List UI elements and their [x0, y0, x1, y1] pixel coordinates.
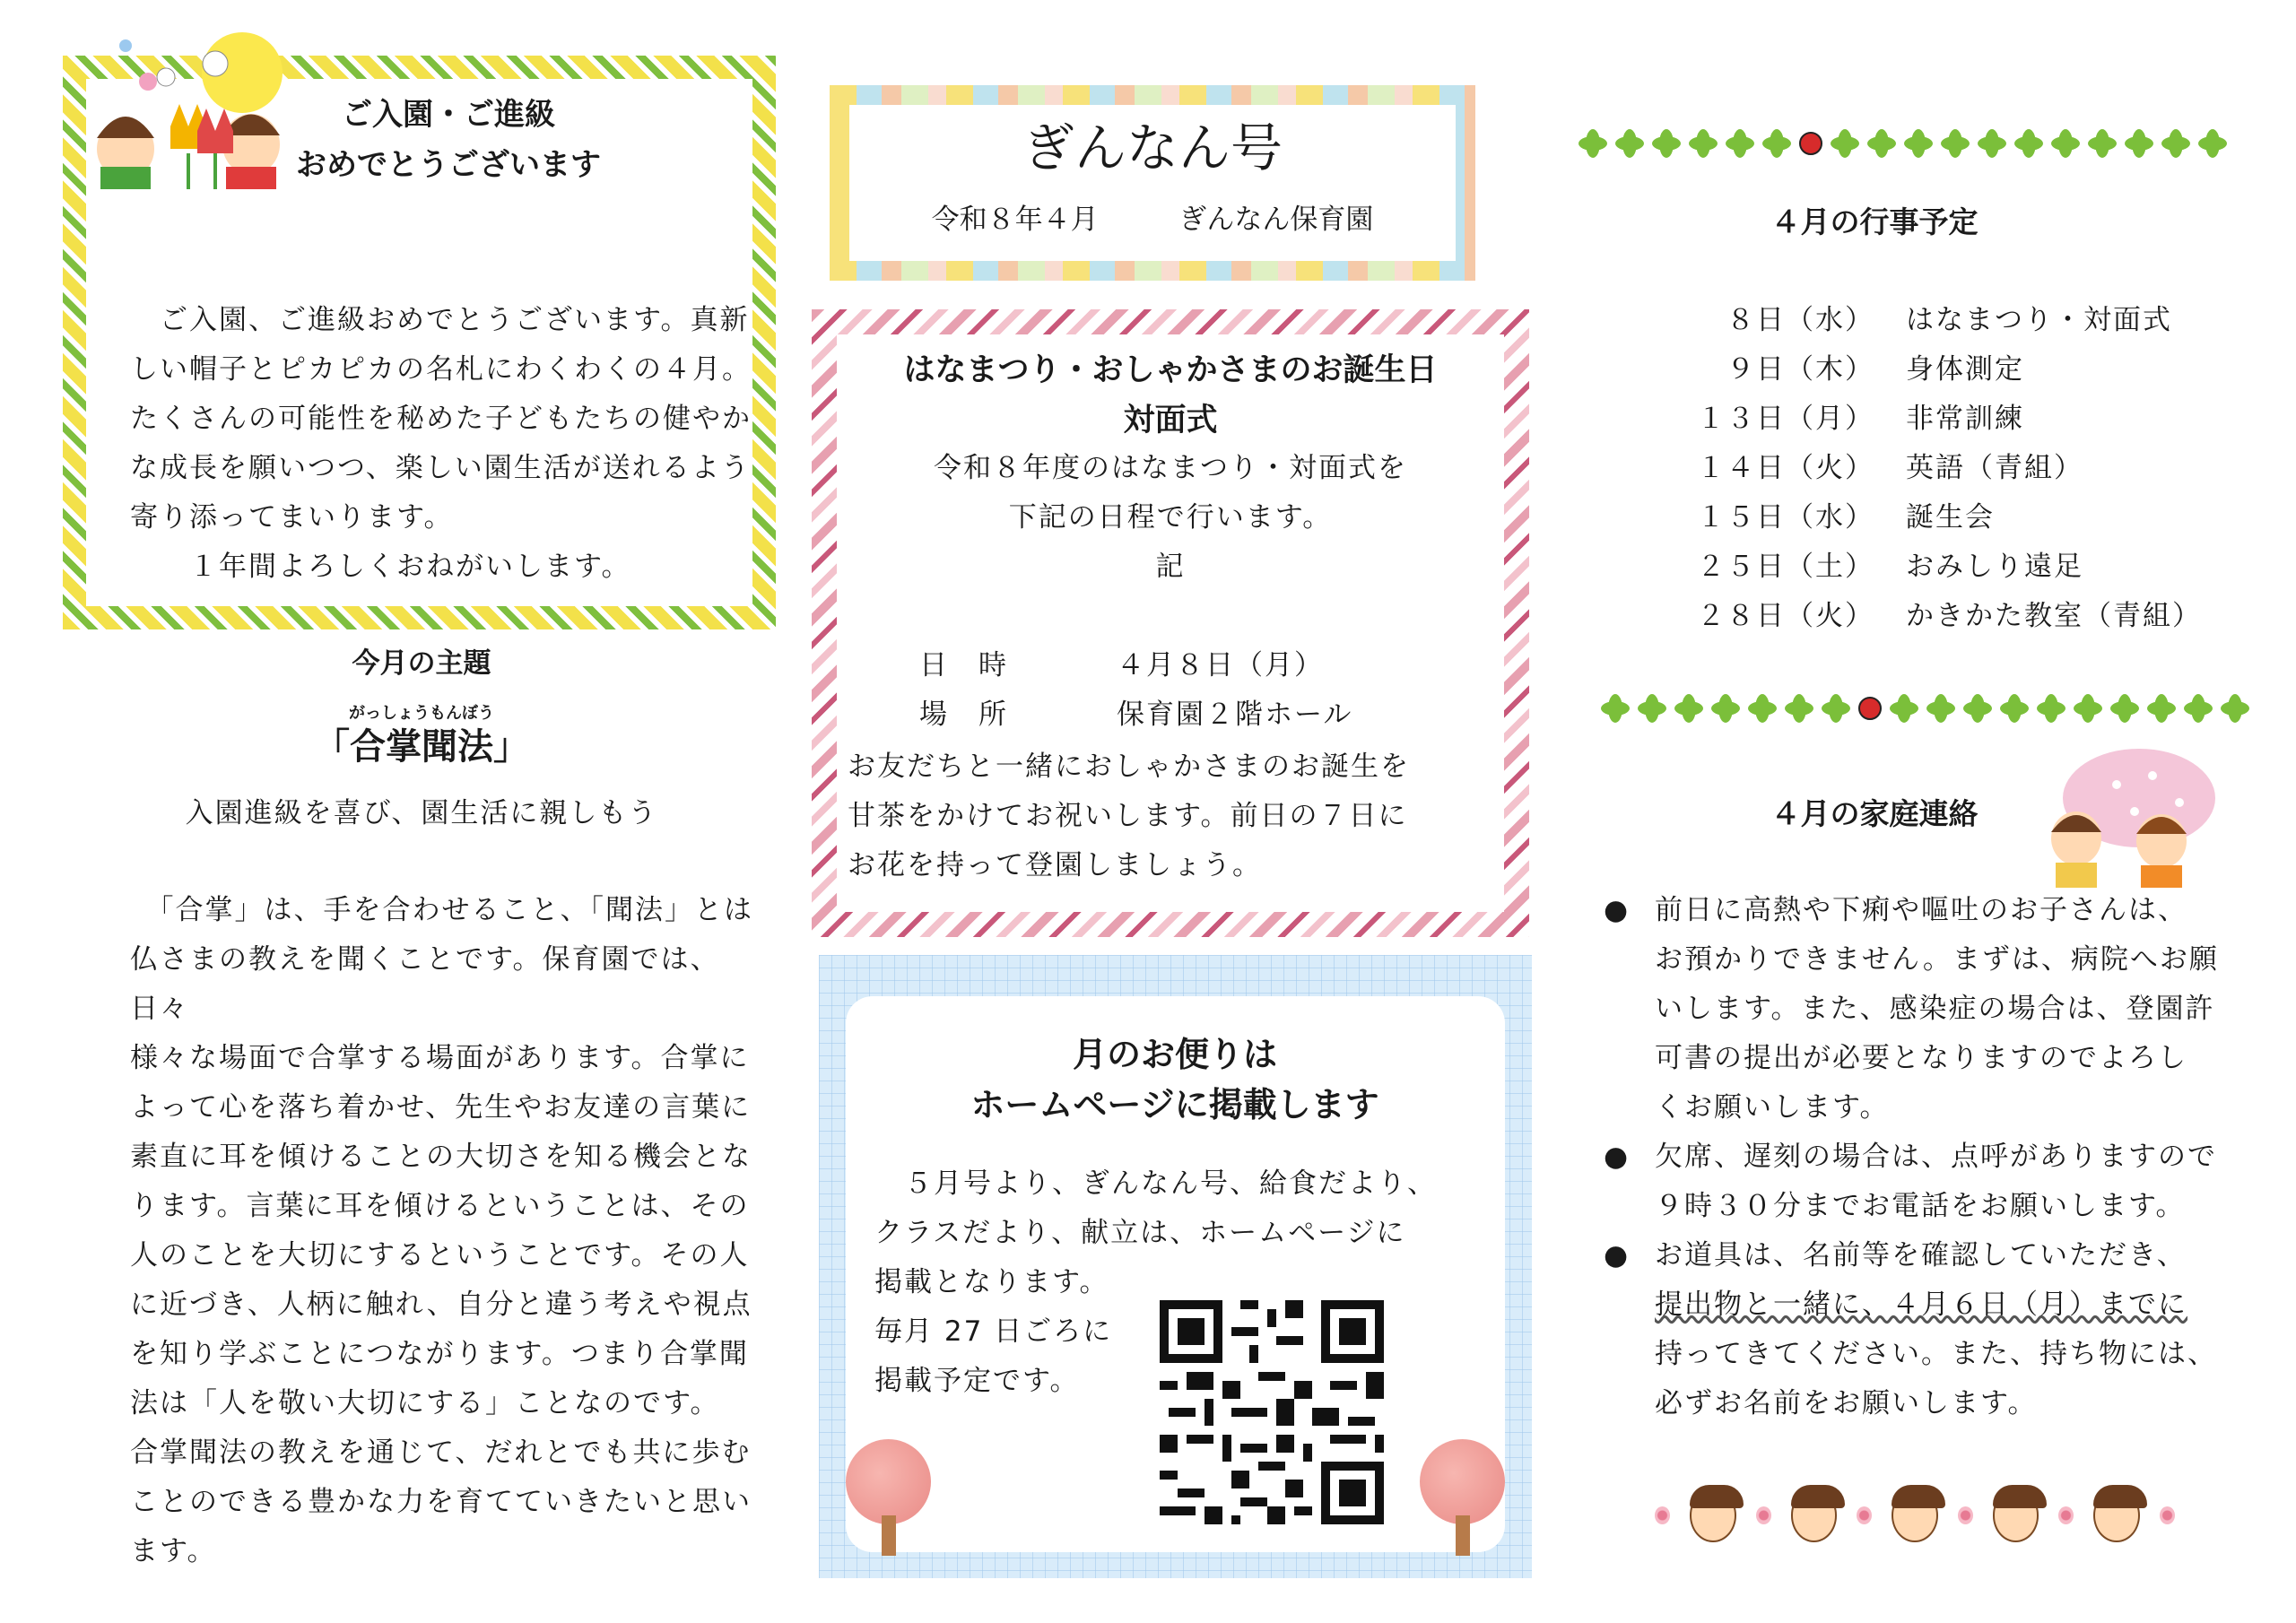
- clover-icon: [2147, 694, 2176, 723]
- home-note-line: お道具は、名前等を確認していただき、: [1655, 1239, 2187, 1271]
- greeting-title: [206, 90, 691, 190]
- home-note-line: 可書の提出が必要となりますのでよろし: [1655, 1042, 2187, 1074]
- clover-icon: [1638, 694, 1666, 723]
- event-row: [1659, 592, 2242, 641]
- blossom-icon: [1756, 1506, 1771, 1524]
- clover-icon: [1822, 694, 1850, 723]
- event-row: [1659, 542, 2242, 592]
- event-date: ２５日（土）: [1697, 551, 1874, 583]
- hanamatsuri-intro: [848, 444, 1493, 592]
- event-date: １５日（水）: [1697, 501, 1874, 534]
- clover-icon: [1615, 129, 1644, 158]
- theme-line: 様々な場面で合掌する場面があります。合掌に: [130, 1042, 750, 1074]
- clover-icon: [2221, 694, 2249, 723]
- theme-line: 合掌聞法の教えを通じて、だれとでも共に歩む: [130, 1436, 752, 1469]
- blossom-icon: [1655, 1506, 1670, 1524]
- hanamatsuri-title-line2: 対面式: [1123, 403, 1218, 438]
- kid-face-icon: [1892, 1488, 1938, 1542]
- clover-icon: [1926, 694, 1955, 723]
- greeting-line: しい帽子とピカピカの名札にわくわくの４月。: [130, 353, 752, 386]
- home-note-line: お預かりできません。まずは、病院へお願: [1655, 943, 2219, 976]
- hanamatsuri-tail: [848, 742, 1466, 890]
- blossom-icon: [2058, 1506, 2074, 1524]
- homepage-line: ５月号より、ぎんなん号、給食だより、: [874, 1167, 1437, 1200]
- datetime-label: 日 時: [919, 649, 1008, 681]
- home-note-line: 必ずお名前をお願いします。: [1655, 1387, 2038, 1419]
- clover-icon: [2014, 129, 2043, 158]
- clover-icon: [1689, 129, 1718, 158]
- clover-icon: [1978, 129, 2006, 158]
- theme-body: [130, 886, 776, 1576]
- cherry-tree-icon: [1420, 1439, 1505, 1524]
- clover-icon: [1785, 694, 1813, 723]
- event-name: おみしり遠足: [1906, 551, 2083, 583]
- tree-trunk: [1456, 1515, 1470, 1556]
- theme-word: 「合掌聞法」: [314, 726, 529, 768]
- homepage-line: 掲載となります。: [874, 1266, 1109, 1298]
- homepage-line: クラスだより、献立は、ホームページに: [874, 1217, 1406, 1249]
- home-note-line: いします。また、感染症の場合は、登園許: [1655, 993, 2215, 1025]
- event-date: ２８日（火）: [1697, 600, 1874, 632]
- greeting-line: ご入園、ご進級おめでとうございます。真新: [130, 304, 750, 336]
- clover-icon: [2161, 129, 2190, 158]
- tree-trunk: [882, 1515, 896, 1556]
- bullet-icon: ●: [1604, 1141, 1631, 1173]
- theme-line: 仏さまの教えを聞くことです。保育園では、日々: [130, 943, 720, 1025]
- greeting-line: １年間よろしくおねがいします。: [130, 551, 631, 583]
- event-row: [1659, 444, 2242, 493]
- place-label: 場 所: [919, 699, 1008, 731]
- blossom-icon: [2160, 1506, 2175, 1524]
- clover-icon: [2198, 129, 2227, 158]
- clover-icon: [2184, 694, 2213, 723]
- event-name: かきかた教室（青組）: [1906, 600, 2202, 632]
- theme-line: よって心を落ち着かせ、先生やお友達の言葉に: [130, 1091, 752, 1124]
- clover-icon: [1674, 694, 1703, 723]
- clover-divider: [1601, 690, 2249, 726]
- event-name: 誕生会: [1906, 501, 1995, 534]
- clover-icon: [1867, 129, 1896, 158]
- kid-face-icon: [2093, 1488, 2140, 1542]
- home-note-item: [1596, 1231, 2224, 1428]
- event-date: ９日（木）: [1726, 353, 1874, 386]
- homepage-title-line2: ホームページに掲載します: [970, 1085, 1379, 1124]
- theme-line: ます。: [130, 1535, 217, 1567]
- clover-icon: [1711, 694, 1740, 723]
- hanamatsuri-tail-line: 甘茶をかけてお祝いします。前日の７日に: [848, 800, 1408, 832]
- issue-date: 令和８年４月: [931, 204, 1099, 236]
- clover-icon: [1904, 129, 1933, 158]
- theme-line: 「合掌」は、手を合わせること、「聞法」とは: [130, 894, 753, 926]
- theme-subtitle: 入園進級を喜び、園生活に親しもう: [185, 797, 658, 829]
- clover-icon: [1762, 129, 1791, 158]
- home-note-line: 提出物と一緒に、４月６日（月）までに: [1655, 1289, 2187, 1321]
- place-value: 保育園２階ホール: [1117, 699, 1353, 731]
- datetime-row: [919, 641, 1493, 690]
- school-name: ぎんなん保育園: [1178, 204, 1374, 236]
- clover-icon: [2074, 694, 2102, 723]
- masthead-subline: [830, 197, 1475, 242]
- event-name: 非常訓練: [1906, 403, 2024, 435]
- theme-line: 人のことを大切にするということです。その人: [130, 1239, 750, 1271]
- newsletter-title: ぎんなん号: [1022, 117, 1283, 178]
- theme-heading: 今月の主題: [352, 647, 491, 680]
- hanamatsuri-details: [919, 641, 1493, 740]
- event-date: １３日（月）: [1697, 403, 1874, 435]
- homepage-title-line1: 月のお便りは: [1072, 1035, 1277, 1074]
- clover-icon: [2088, 129, 2117, 158]
- homepage-line: 掲載予定です。: [874, 1365, 1080, 1397]
- clover-divider: [1578, 126, 2227, 161]
- place-row: [919, 690, 1493, 740]
- event-name: 英語（青組）: [1906, 452, 2083, 484]
- bullet-icon: ●: [1604, 894, 1631, 926]
- clover-icon: [1963, 694, 1992, 723]
- ladybug-icon: [1799, 132, 1822, 155]
- clover-icon: [1726, 129, 1754, 158]
- home-notes-title: ４月の家庭連絡: [1770, 796, 1979, 831]
- clover-icon: [1941, 129, 1970, 158]
- home-note-item: [1596, 1133, 2224, 1231]
- greeting-line: 寄り添ってまいります。: [130, 501, 454, 534]
- home-notes-list: [1596, 886, 2224, 1428]
- event-row: [1659, 296, 2242, 345]
- hanamatsuri-line: 下記の日程で行います。: [1008, 501, 1333, 534]
- greeting-body: [130, 296, 776, 592]
- homepage-schedule: [874, 1307, 1135, 1406]
- masthead: [830, 85, 1475, 281]
- clover-icon: [1652, 129, 1681, 158]
- hanamatsuri-title: [848, 345, 1493, 446]
- kid-face-icon: [1791, 1488, 1838, 1542]
- theme-line: に近づき、人柄に触れ、自分と違う考えや視点: [130, 1289, 752, 1321]
- theme-ruby: がっしょうもんぼう: [349, 704, 494, 723]
- greeting-title-line2: おめでとうございます: [296, 147, 601, 183]
- event-row: [1659, 493, 2242, 542]
- clover-icon: [2037, 694, 2066, 723]
- greeting-line: な成長を願いつつ、楽しい園生活が送れるよう: [130, 452, 751, 484]
- hanamatsuri-tail-line: お友だちと一緒におしゃかさまのお誕生を: [848, 751, 1410, 783]
- kids-blossom-illustration: [2036, 744, 2215, 888]
- clover-icon: [1578, 129, 1607, 158]
- clover-icon: [2110, 694, 2139, 723]
- kids-faces-decoration: [1655, 1480, 2175, 1551]
- homepage-qr-code[interactable]: [1151, 1291, 1393, 1533]
- kid-face-icon: [1993, 1488, 2039, 1542]
- clover-icon: [1831, 129, 1859, 158]
- event-row: [1659, 345, 2242, 395]
- event-name: 身体測定: [1906, 353, 2024, 386]
- clover-icon: [2125, 129, 2153, 158]
- theme-line: 法は「人を敬い大切にする」ことなのです。: [130, 1387, 720, 1419]
- event-date: ８日（水）: [1726, 304, 1874, 336]
- qr-code-icon: [1151, 1291, 1393, 1533]
- theme-line: を知り学ぶことにつながります。つまり合掌聞: [130, 1338, 749, 1370]
- clover-icon: [1748, 694, 1777, 723]
- theme-line: 素直に耳を傾けることの大切さを知る機会とな: [130, 1141, 752, 1173]
- event-row: [1659, 395, 2242, 444]
- blossom-icon: [1958, 1506, 1973, 1524]
- bullet-icon: ●: [1604, 1239, 1631, 1271]
- greeting-title-line1: ご入園・ご進級: [342, 97, 555, 133]
- home-note-line: 持ってきてください。また、持ち物には、: [1655, 1338, 2217, 1370]
- kid-face-icon: [1690, 1488, 1736, 1542]
- datetime-value: ４月８日（月）: [1117, 649, 1324, 681]
- homepage-body: [874, 1159, 1502, 1307]
- event-date: １４日（火）: [1697, 452, 1874, 484]
- home-note-item: [1596, 886, 2224, 1133]
- clover-icon: [2000, 694, 2029, 723]
- theme-line: ります。言葉に耳を傾けるということは、その: [130, 1190, 750, 1222]
- event-name: はなまつり・対面式: [1906, 304, 2172, 336]
- cherry-tree-icon: [846, 1439, 931, 1524]
- hanamatsuri-line: 記: [1155, 551, 1186, 583]
- home-note-line: 欠席、遅刻の場合は、点呼がありますので: [1655, 1141, 2217, 1173]
- blossom-icon: [1857, 1506, 1872, 1524]
- hanamatsuri-tail-line: お花を持って登園しましょう。: [848, 849, 1262, 881]
- hanamatsuri-line: 令和８年度のはなまつり・対面式を: [934, 452, 1407, 484]
- homepage-title: [843, 1029, 1507, 1130]
- home-note-line: くお願いします。: [1655, 1091, 1890, 1124]
- theme-line: ことのできる豊かな力を育てていきたいと思い: [130, 1486, 752, 1518]
- home-note-line: 前日に高熱や下痢や嘔吐のお子さんは、: [1655, 894, 2187, 926]
- clover-icon: [1890, 694, 1918, 723]
- events-title: ４月の行事予定: [1770, 204, 1979, 239]
- home-note-line: ９時３０分までお電話をお願いします。: [1655, 1190, 2186, 1222]
- greeting-line: たくさんの可能性を秘めた子どもたちの健やか: [130, 403, 752, 435]
- hanamatsuri-title-line1: はなまつり・おしゃかさまのお誕生日: [903, 352, 1438, 388]
- ladybug-icon: [1858, 697, 1882, 720]
- homepage-line: 毎月 27 日ごろに: [874, 1315, 1113, 1348]
- clover-icon: [2051, 129, 2080, 158]
- events-list: [1659, 296, 2242, 641]
- clover-icon: [1601, 694, 1630, 723]
